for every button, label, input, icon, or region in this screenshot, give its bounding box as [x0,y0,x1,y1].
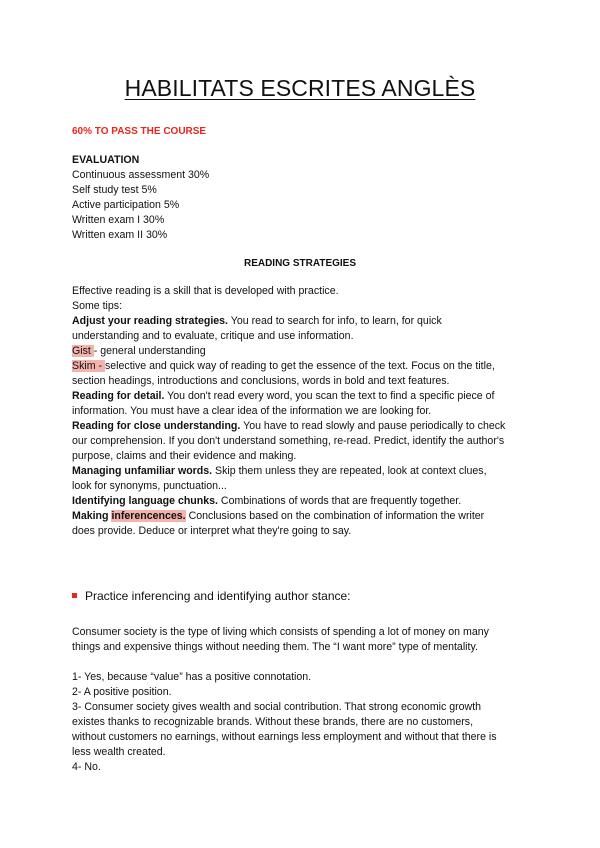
consumer-society-paragraph [72,625,532,655]
tip-detail-title: Reading for detail. [72,390,165,402]
reading-strategies-body [72,284,532,539]
answer-line: existes thanks to recognizable brands. Without these brands, there are no customers, [72,716,474,728]
tip-chunks [72,494,532,509]
tip-unfamiliar-cont: look for synonyms, punctuation... [72,480,227,492]
answer-line: 3- Consumer society gives wealth and social contribution. That strong economic growth [72,701,482,713]
answers-list [72,670,532,775]
tip-chunks-text: Combinations of words that are frequently together. [217,495,462,507]
intro-line: Effective reading is a skill that is developed with practice. [72,285,339,297]
gist-text: - general understanding [93,345,206,357]
tip-unfamiliar-title: Managing unfamiliar words. [72,465,213,477]
tips-label: Some tips: [72,300,123,312]
tip-adjust-title: Adjust your reading strategies. [72,315,228,327]
tip-adjust-cont: understanding and to evaluate, critique and use information. [72,330,354,342]
tip-close [72,419,532,434]
skim-highlight: Skim - [72,360,105,372]
tip-adjust [72,314,532,329]
gist-highlight: Gist [72,345,94,357]
answer-line: less wealth created. [72,746,166,758]
answer-line: 2- A positive position. [72,686,172,698]
tip-making [72,509,532,524]
tip-making-cont: does provide. Deduce or interpret what they're going to say. [72,525,352,537]
tip-skim [72,359,532,374]
evaluation-item: Written exam II 30% [72,229,168,241]
practice-bullet-text: Practice inferencing and identifying author stance: [85,589,351,603]
tip-close-text: You have to read slowly and pause periodically to check [240,420,506,432]
paragraph-line: things and expensive things without needing them. The “I want more” type of mentality. [72,641,478,653]
evaluation-heading: EVALUATION [72,154,140,166]
evaluation-item: Active participation 5% [72,199,180,211]
square-bullet-icon [72,593,77,598]
tip-close-cont: purpose, claims and their evidence and making. [72,450,297,462]
page-title: HABILITATS ESCRITES ANGLÈS [124,75,476,101]
tip-detail-text: You don't read every word, you scan the text to find a specific piece of [164,390,495,402]
tip-making-title: Making [72,510,112,522]
tip-chunks-title: Identifying language chunks. [72,495,218,507]
evaluation-item: Self study test 5% [72,184,157,196]
tip-unfamiliar [72,464,532,479]
tip-gist [72,344,532,359]
tip-close-cont: our comprehension. If you don't understand something, re-read. Predict, identify the author's [72,435,505,447]
tip-close-title: Reading for close understanding. [72,420,241,432]
tip-making-text: Conclusions based on the combination of information the writer [185,510,485,522]
answer-line: without customers no earnings, without earnings less employment and without that there is [72,731,497,743]
paragraph-line: Consumer society is the type of living which consists of spending a lot of money on many [72,626,489,638]
tip-detail [72,389,532,404]
evaluation-section [72,153,209,243]
tip-detail-cont: information. You must have a clear idea of the information we are looking for. [72,405,432,417]
inferences-highlight: inferencences. [111,510,186,522]
tip-skim-cont: section headings, introductions and conclusions, words in bold and text features. [72,375,450,387]
practice-bullet [72,588,351,604]
tip-adjust-text: You read to search for info, to learn, for quick [228,315,442,327]
answer-line: 1- Yes, because “value” has a positive connotation. [72,671,312,683]
skim-text: selective and quick way of reading to get the essence of the text. Focus on the title, [104,360,495,372]
evaluation-item: Written exam I 30% [72,214,165,226]
reading-strategies-heading: READING STRATEGIES [243,258,357,269]
tip-unfamiliar-text: Skip them unless they are repeated, look at context clues, [212,465,487,477]
answer-line: 4- No. [72,761,101,773]
pass-requirement: 60% TO PASS THE COURSE [72,126,207,137]
evaluation-item: Continuous assessment 30% [72,169,210,181]
